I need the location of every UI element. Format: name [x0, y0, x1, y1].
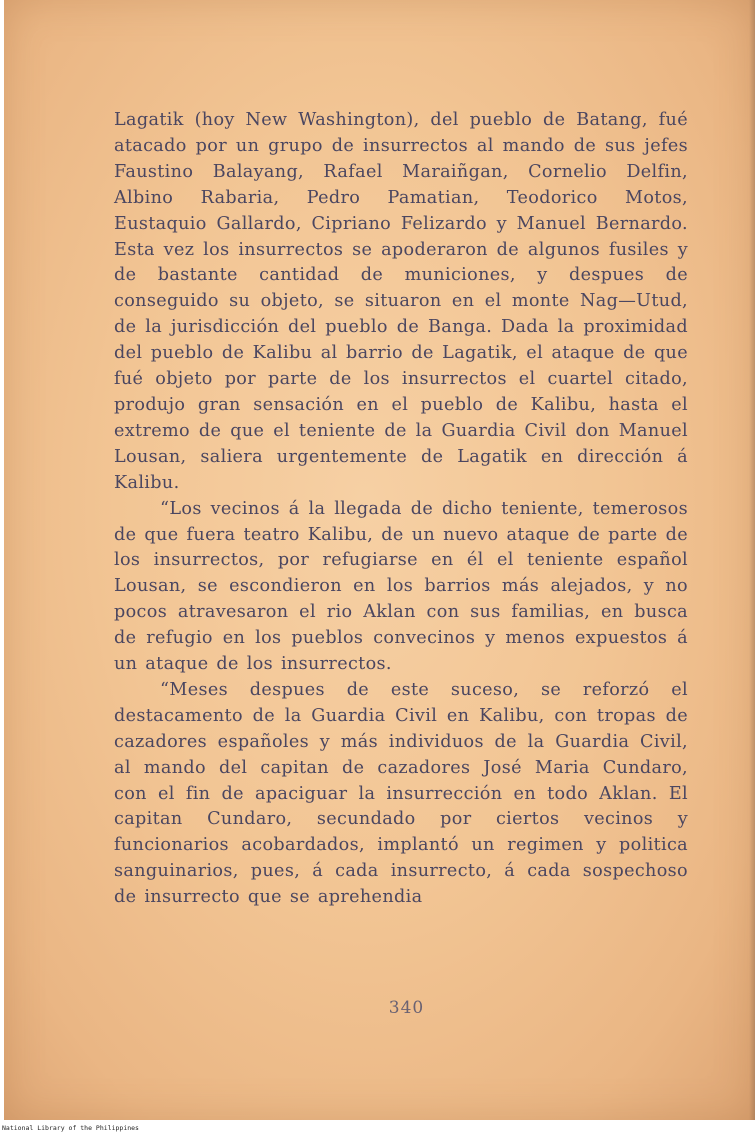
body-text	[114, 108, 688, 911]
page-number: 340	[388, 998, 425, 1018]
paragraph-1: Lagatik (hoy New Washington), del pueblo de Batang, fué atacado por un grupo de insurrectos al mando de sus jefes Faustino Balayang, Rafael Maraiñgan, Cornelio Delfin, Albino Rabaria, Pedro Pamatian, Teodorico Motos, Eustaquio Gallardo, Cipriano Felizardo y Manuel Bernardo. Esta vez los insurrectos se apoderaron de algunos fusiles y de bastante cantidad de municiones, y despues de conseguido su objeto, se situaron en el monte Nag—Utud, de la jurisdicción del pueblo de Banga. Dada la proximidad del pueblo de Kalibu al barrio de Lagatik, el ataque de que fué objeto por parte de los insurrectos el cuartel citado, produjo gran sensación en el pueblo de Kalibu, hasta el extremo de que el teniente de la Guardia Civil don Manuel Lousan, saliera urgentemente de Lagatik en dirección á Kalibu.	[114, 110, 688, 493]
library-credit: National Library of the Philippines	[2, 1124, 139, 1132]
page-edge-shadow	[749, 0, 755, 1120]
paragraph-3: “Meses despues de este suceso, se reforzó el destacamento de la Guardia Civil en Kalibu, con tropas de cazadores españoles y más individuos de la Guardia Civil, al mando del capitan de cazadores José Maria Cundaro, con el fin de apaciguar la insurrección en todo Aklan. El capitan Cundaro, secundado por ciertos vecinos y funcionarios acobardados, implantó un regimen y politica sanguinarios, pues, á cada insurrecto, á cada sospechoso de insurrecto que se aprehendia	[114, 679, 688, 908]
paragraph-2: “Los vecinos á la llegada de dicho teniente, temerosos de que fuera teatro Kalibu, de un nuevo ataque de parte de los insurrectos, por refugiarse en él el teniente español Lousan, se escondieron en los barrios más alejados, y no pocos atravesaron el rio Aklan con sus familias, en busca de refugio en los pueblos convecinos y menos expuestos á un ataque de los insurrectos.	[114, 498, 688, 675]
